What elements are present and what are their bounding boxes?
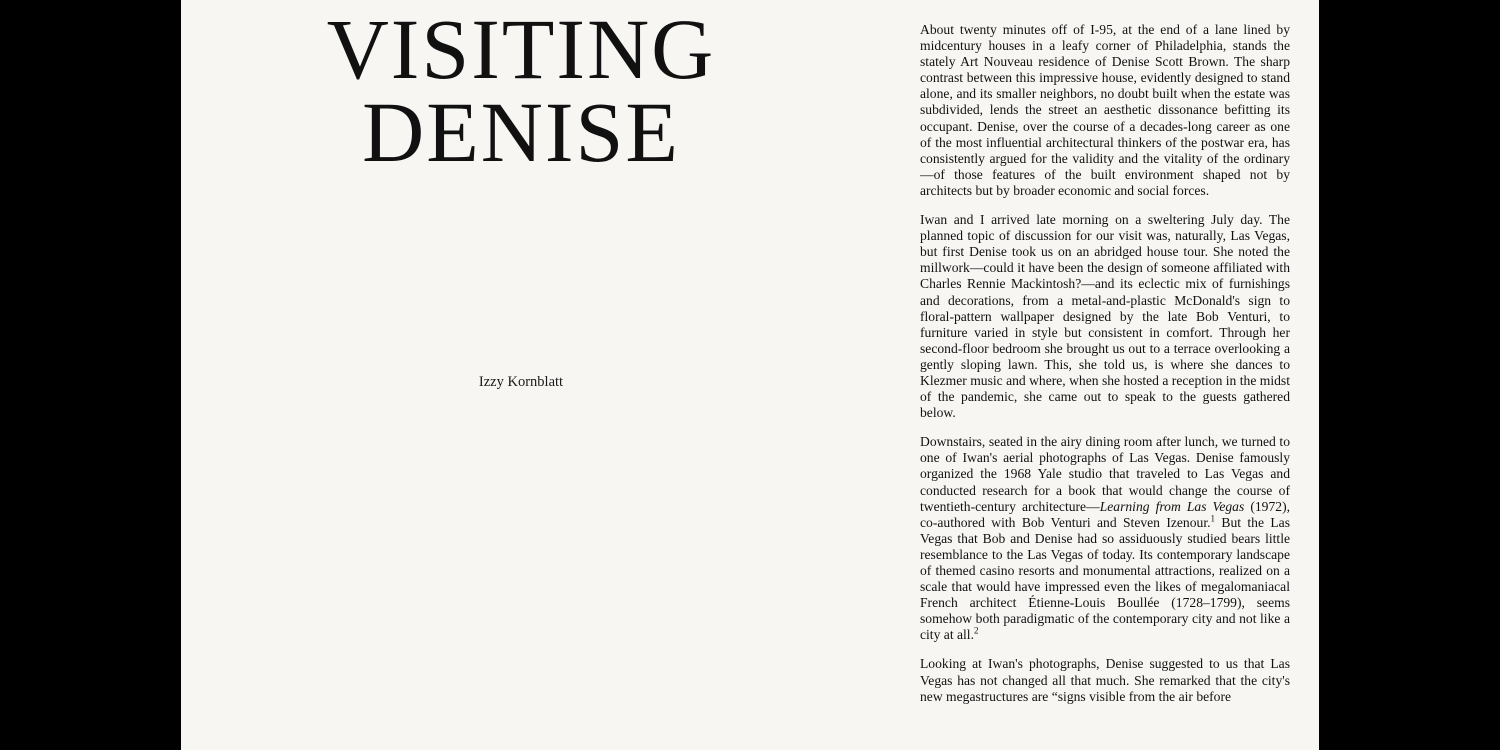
paragraph-2: Iwan and I arrived late morning on a sweltering July day. The planned topic of discussion for our visit was, naturally, Las Vegas, but first Denise took us on an abridged house tour. She noted the millwork—could it have been the design of someone affiliated with Charles Rennie Mackintosh?—and its eclectic mix of furnishings and decorations, from a metal-and-plastic McDonald's sign to floral-pattern wallpaper designed by the late Bob Venturi, to furniture varied in style but consistent in comfort. Through her second-floor bedroom she brought us out to a terrace overlooking a gently sloping lawn. This, she told us, is where she dances to Klezmer music and where, when she hosted a reception in the midst of the pandemic, she came out to speak to the guests gathered below. — [920, 212, 1290, 421]
paragraph-1: About twenty minutes off of I-95, at the end of a lane lined by midcentury houses in a leafy corner of Philadelphia, stands the stately Art Nouveau residence of Denise Scott Brown. The sharp contrast between this impressive house, evidently designed to stand alone, and its smaller neighbors, no doubt built when the estate was subdivided, lends the street an aesthetic dissonance befitting its occupant. Denise, over the course of a decades-long career as one of the most influential architectural thinkers of the postwar era, has consistently argued for the validity and the vitality of the ordinary—of those features of the built environment shaped not by architects but by broader economic and social forces. — [920, 22, 1290, 198]
right-margin-band — [1319, 0, 1500, 750]
article-body-column — [920, 22, 1290, 705]
title-line-1: VISITING — [326, 1, 716, 97]
author-byline: Izzy Kornblatt — [478, 374, 564, 390]
left-margin-band — [0, 0, 181, 750]
paragraph-3-before-italic: Downstairs, seated in the airy dining room after lunch, we turned to one of Iwan's aerial photographs of Las Vegas. Denise famously organized the 1968 Yale studio that traveled to Las Vegas and conducted research for a book that would change the course of twentieth-century architecture— — [920, 434, 1290, 514]
title-line-2: DENISE — [362, 84, 680, 181]
book-title-learning-from-las-vegas: Learning from Las Vegas — [1099, 498, 1245, 514]
paragraph-3 — [920, 434, 1290, 643]
paragraph-3-after-italic: (1972), co-authored with Bob Venturi and Steven Izenour. — [920, 498, 1290, 530]
paragraph-4: Looking at Iwan's photographs, Denise suggested to us that Las Vegas has not changed all that much. She remarked that the city's new megastructures are “signs visible from the air before — [920, 656, 1290, 704]
paragraph-3-continued: But the Las Vegas that Bob and Denise had so assiduously studied bears little resemblance to the Las Vegas of today. Its contemporary landscape of themed casino resorts and monumental attractions, realized on a scale that would have impressed even the likes of megalomaniacal French architect Étienne-Louis Boullée (1728–1799), seems somehow both paradigmatic of the contemporary city and not like a city at all. — [920, 514, 1290, 643]
footnote-marker-2: 2 — [973, 625, 979, 636]
article-title — [241, 1, 801, 181]
footnote-marker-1: 1 — [1210, 513, 1216, 524]
article-page — [181, 0, 1319, 750]
